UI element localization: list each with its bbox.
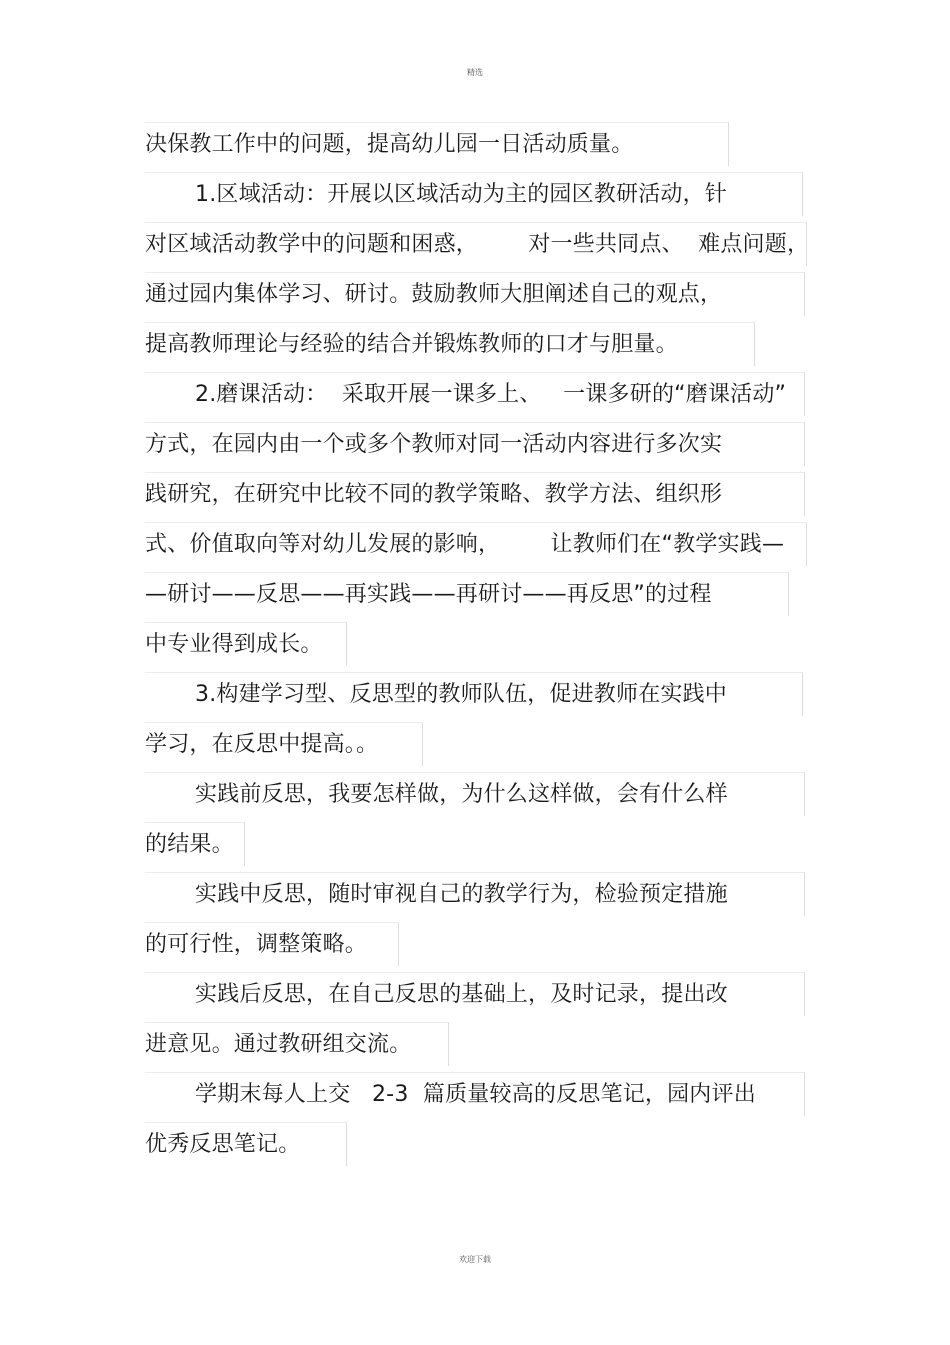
- text-line-6: 2.磨课活动： 采取开展一课多上、 一课多研的“磨课活动”: [145, 372, 805, 416]
- text-line-10: —研讨——反思——再实践——再研讨——再反思”的过程: [145, 572, 789, 616]
- text-line-20: 学期末每人上交 2-3 篇质量较高的反思笔记，园内评出: [145, 1072, 805, 1116]
- text-line-11: 中专业得到成长。: [145, 622, 347, 666]
- text-line-5: 提高教师理论与经验的结合并锻炼教师的口才与胆量。: [145, 322, 755, 366]
- page-footer-mark: 欢迎下载: [459, 1255, 491, 1264]
- text-line-9: 式、价值取向等对幼儿发展的影响， 让教师们在“教学实践—: [145, 522, 807, 566]
- text-line-1: 决保教工作中的问题，提高幼儿园一日活动质量。: [145, 122, 729, 166]
- text-line-16: 实践中反思，随时审视自己的教学行为，检验预定措施: [145, 872, 805, 916]
- text-line-14: 实践前反思，我要怎样做，为什么这样做，会有什么样: [145, 772, 805, 816]
- text-line-2: 1.区域活动：开展以区域活动为主的园区教研活动，针: [145, 172, 803, 216]
- text-line-13: 学习，在反思中提高。。: [145, 722, 423, 766]
- text-line-4: 通过园内集体学习、研讨。鼓励教师大胆阐述自己的观点，: [145, 272, 805, 316]
- text-line-17: 的可行性，调整策略。: [145, 922, 399, 966]
- text-line-21: 优秀反思笔记。: [145, 1122, 347, 1166]
- text-line-18: 实践后反思，在自己反思的基础上，及时记录，提出改: [145, 972, 805, 1016]
- text-line-19: 进意见。通过教研组交流。: [145, 1022, 449, 1066]
- text-line-7: 方式，在园内由一个或多个教师对同一活动内容进行多次实: [145, 422, 805, 466]
- text-line-8: 践研究，在研究中比较不同的教学策略、教学方法、组织形: [145, 472, 805, 516]
- page-header-mark: 精选: [467, 68, 483, 77]
- text-line-12: 3.构建学习型、反思型的教师队伍，促进教师在实践中: [145, 672, 803, 716]
- text-line-3: 对区域活动教学中的问题和困惑， 对一些共同点、 难点问题，: [145, 222, 807, 266]
- text-line-15: 的结果。: [145, 822, 245, 866]
